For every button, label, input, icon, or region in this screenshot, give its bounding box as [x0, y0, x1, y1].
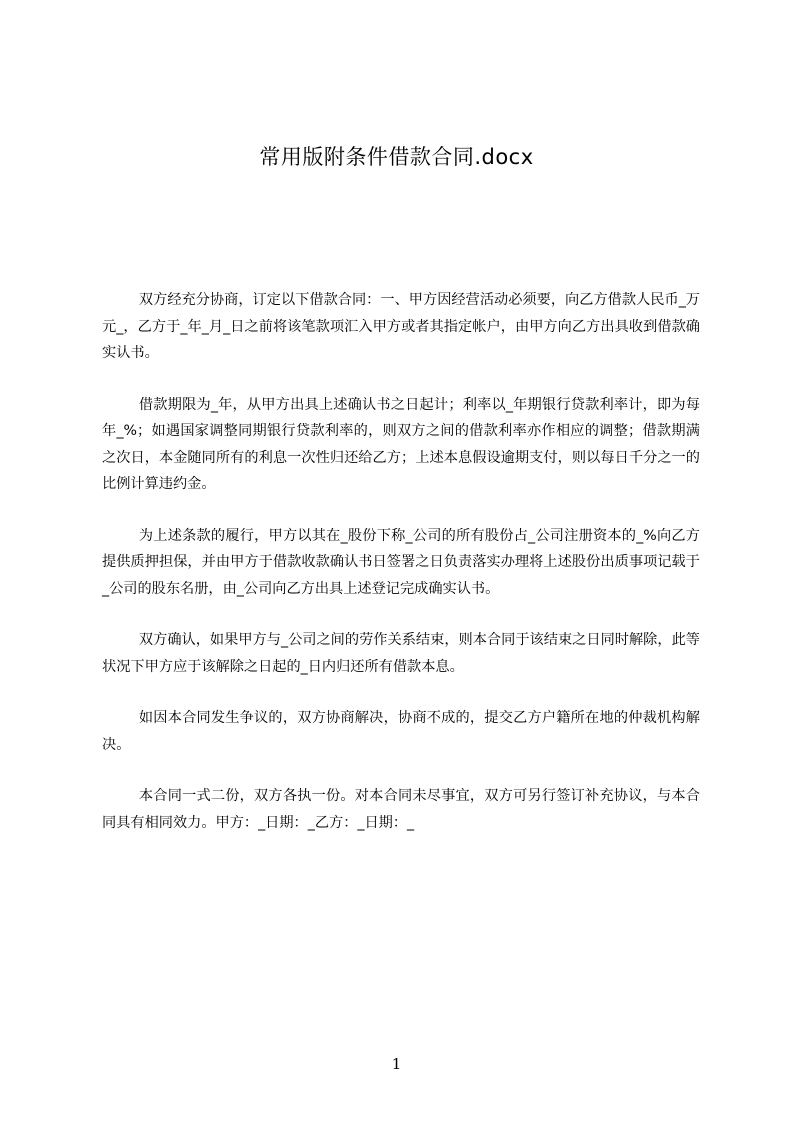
document-title: 常用版附条件借款合同.docx [259, 145, 534, 169]
paragraph-termination-condition: 双方确认，如果甲方与_公司之间的劳作关系结束，则本合同于该结束之日同时解除，此等状况下甲方应于该解除之日起的_日内归还所有借款本息。 [102, 632, 700, 675]
paragraph-dispute-resolution: 如因本合同发生争议的，双方协商解决，协商不成的，提交乙方户籍所在地的仲裁机构解决。 [102, 710, 700, 753]
paragraph-pledge-guarantee: 为上述条款的履行，甲方以其在_股份下称_公司的所有股份占_公司注册资本的_%向乙方提供质押担保，并由甲方于借款收款确认书日签署之日负责落实办理将上述股份出质事项记载于_公司的股东名册，由_公司向乙方出具上述登记完成确实认书。 [102, 527, 700, 597]
document-body [102, 287, 700, 861]
paragraph-copies-signatures: 本合同一式二份，双方各执一份。对本合同未尽事宜，双方可另行签订补充协议，与本合同具有相同效力。甲方：_日期：_乙方：_日期：_ [102, 788, 700, 831]
page-number: 1 [391, 1055, 402, 1073]
paragraph-loan-terms: 双方经充分协商，订定以下借款合同：一、甲方因经营活动必须要，向乙方借款人民币_万元_，乙方于_年_月_日之前将该笔款项汇入甲方或者其指定帐户，由甲方向乙方出具收到借款确实认书。 [102, 292, 700, 361]
paragraph-loan-period-interest: 借款期限为_年，从甲方出具上述确认书之日起计；利率以_年期银行贷款利率计，即为每年_%；如遇国家调整同期银行贷款利率的，则双方之间的借款利率亦作相应的调整；借款期满之次日，本金随同所有的利息一次性归还给乙方；上述本息假设逾期支付，则以每日千分之一的比例计算违约金。 [102, 396, 700, 492]
